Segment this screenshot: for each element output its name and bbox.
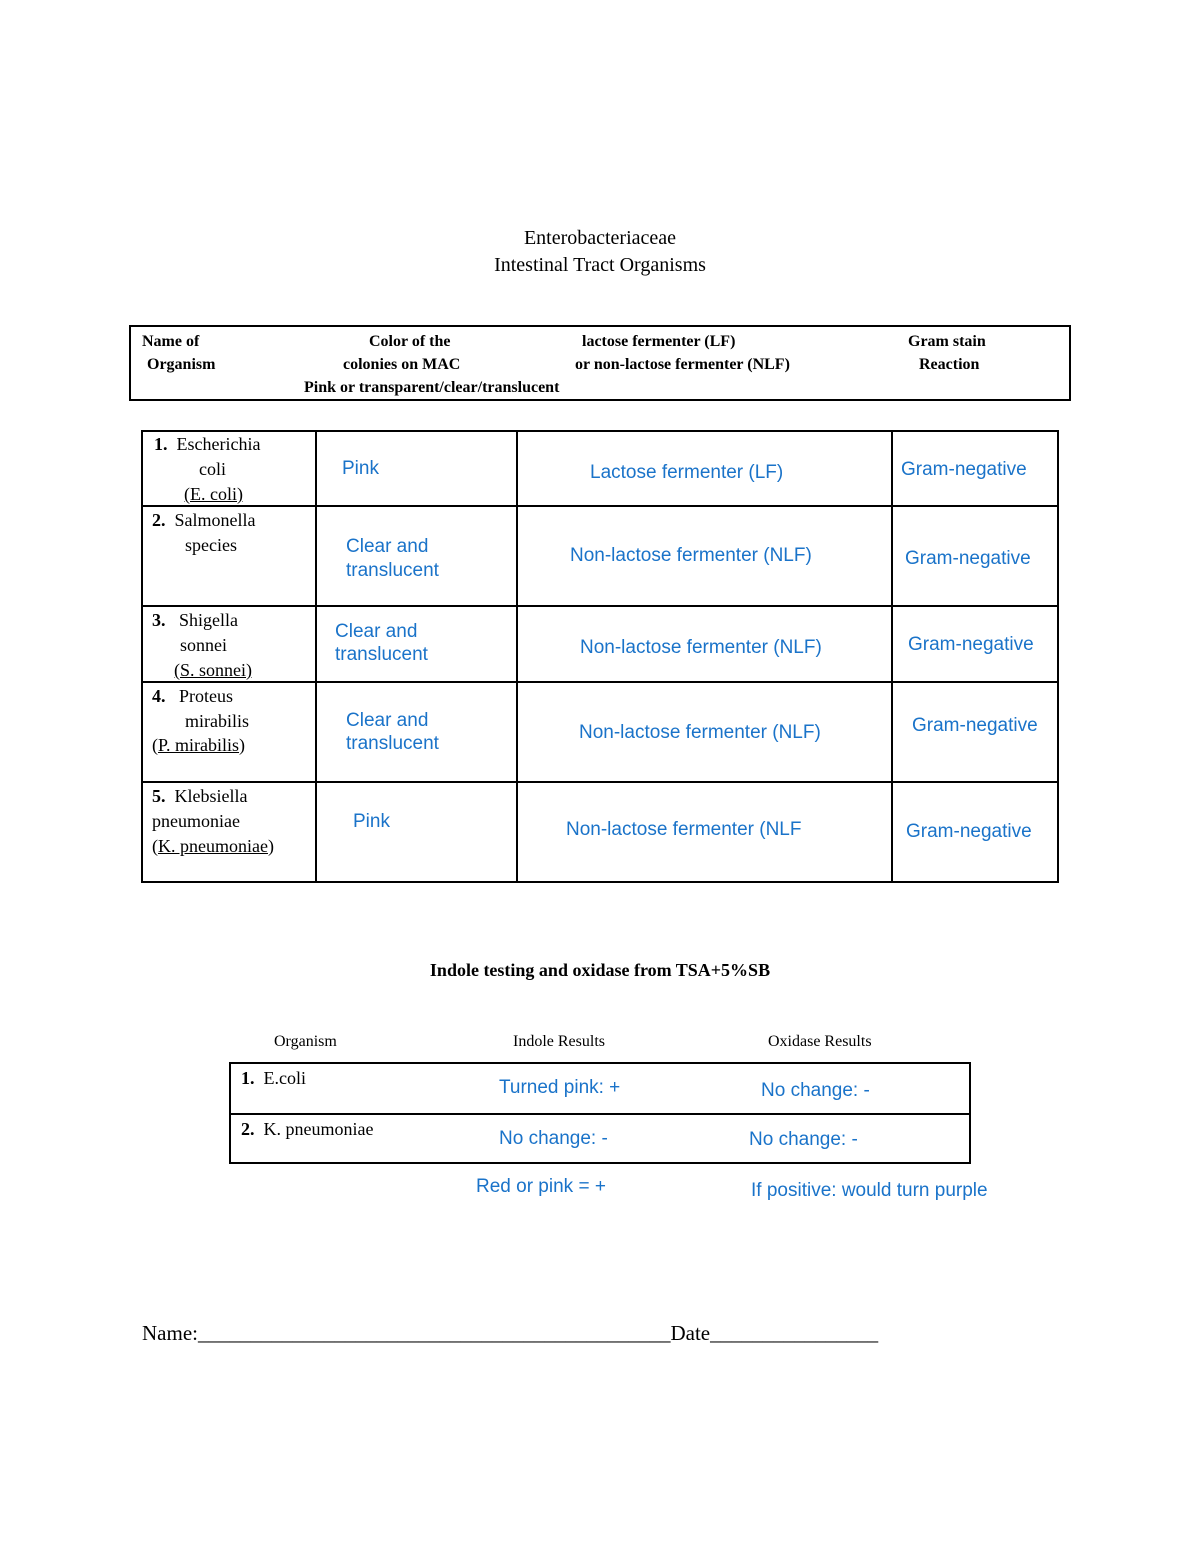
table-row-3-organism: 3. Shigella [152, 610, 238, 630]
table-row-2-gram: Gram-negative [905, 548, 1031, 569]
header-lactose-fermenter: lactose fermenter (LF) [582, 333, 736, 350]
table-row-3-lactose: Non-lactose fermenter (NLF) [580, 637, 822, 658]
table-row-5-lactose: Non-lactose fermenter (NLF [566, 819, 802, 840]
table-row-4-abbreviation: (P. mirabilis) [152, 735, 246, 755]
table-row-3-color-line2: translucent [335, 644, 428, 665]
table-row-4-color-line2: translucent [346, 733, 439, 754]
table-row-5-abbreviation: (K. pneumoniae) [152, 836, 274, 856]
table-row-1-color: Pink [342, 458, 379, 479]
table-row-2-color-line2: translucent [346, 560, 439, 581]
indole-row-1-oxidase: No change: - [761, 1080, 870, 1101]
document-subtitle: Intestinal Tract Organisms [494, 254, 706, 276]
table-row-5-color: Pink [353, 811, 390, 832]
date-field[interactable]: Date________________ [670, 1321, 879, 1345]
oxidase-note: If positive: would turn purple [751, 1180, 988, 1201]
header-organism: Organism [147, 356, 216, 373]
indole-row-1-organism: 1. E.coli [241, 1068, 306, 1088]
indole-col-indole: Indole Results [513, 1033, 605, 1050]
table-row-2-organism-line2: species [185, 535, 237, 555]
indole-col-oxidase: Oxidase Results [768, 1033, 872, 1050]
header-color-options: Pink or transparent/clear/translucent [304, 379, 560, 396]
header-gram-stain: Gram stain [908, 333, 986, 350]
indole-row-2-oxidase: No change: - [749, 1129, 858, 1150]
indole-note: Red or pink = + [476, 1176, 606, 1197]
table-row-3-organism-line2: sonnei [180, 635, 227, 655]
document-title: Enterobacteriaceae [523, 227, 677, 249]
table-row-2-lactose: Non-lactose fermenter (NLF) [570, 545, 812, 566]
table-row-5-organism-line2: pneumoniae [152, 811, 240, 831]
indole-row-2-indole: No change: - [499, 1128, 608, 1149]
table-row-4-color-line1: Clear and [346, 710, 429, 731]
table-row-2-color-line1: Clear and [346, 536, 429, 557]
table-row-3-color-line1: Clear and [335, 621, 418, 642]
indole-row-1-indole: Turned pink: + [499, 1077, 621, 1098]
table-row-4-gram: Gram-negative [912, 715, 1038, 736]
indole-row-2-organism: 2. K. pneumoniae [241, 1119, 374, 1139]
table-row-2-organism: 2. Salmonella [152, 510, 256, 530]
header-color-of-the: Color of the [369, 333, 451, 350]
table-row-1-lactose: Lactose fermenter (LF) [590, 462, 784, 483]
table-row-4-organism: 4. Proteus [152, 686, 233, 706]
name-field[interactable]: Name:_____________________________________________ [142, 1321, 671, 1345]
header-name-of: Name of [142, 333, 200, 350]
indole-section-title: Indole testing and oxidase from TSA+5%SB [429, 960, 771, 980]
header-non-lactose: or non-lactose fermenter (NLF) [575, 356, 790, 373]
name-date-line[interactable] [142, 1321, 878, 1346]
header-reaction: Reaction [919, 356, 980, 373]
header-colonies-on-mac: colonies on MAC [343, 356, 461, 373]
table-row-4-lactose: Non-lactose fermenter (NLF) [579, 722, 821, 743]
table-row-1-organism-line2: coli [199, 459, 226, 479]
table-row-1-organism: 1. Escherichia [154, 434, 261, 454]
table-row-1-gram: Gram-negative [901, 459, 1027, 480]
table-row-3-gram: Gram-negative [908, 634, 1034, 655]
indole-col-organism: Organism [274, 1033, 337, 1050]
table-row-4-organism-line2: mirabilis [185, 711, 249, 731]
table-row-1-abbreviation: (E. coli) [184, 484, 243, 504]
table-row-5-gram: Gram-negative [906, 821, 1032, 842]
table-row-5-organism: 5. Klebsiella [152, 786, 248, 806]
table-row-3-abbreviation: (S. sonnei) [174, 660, 252, 680]
